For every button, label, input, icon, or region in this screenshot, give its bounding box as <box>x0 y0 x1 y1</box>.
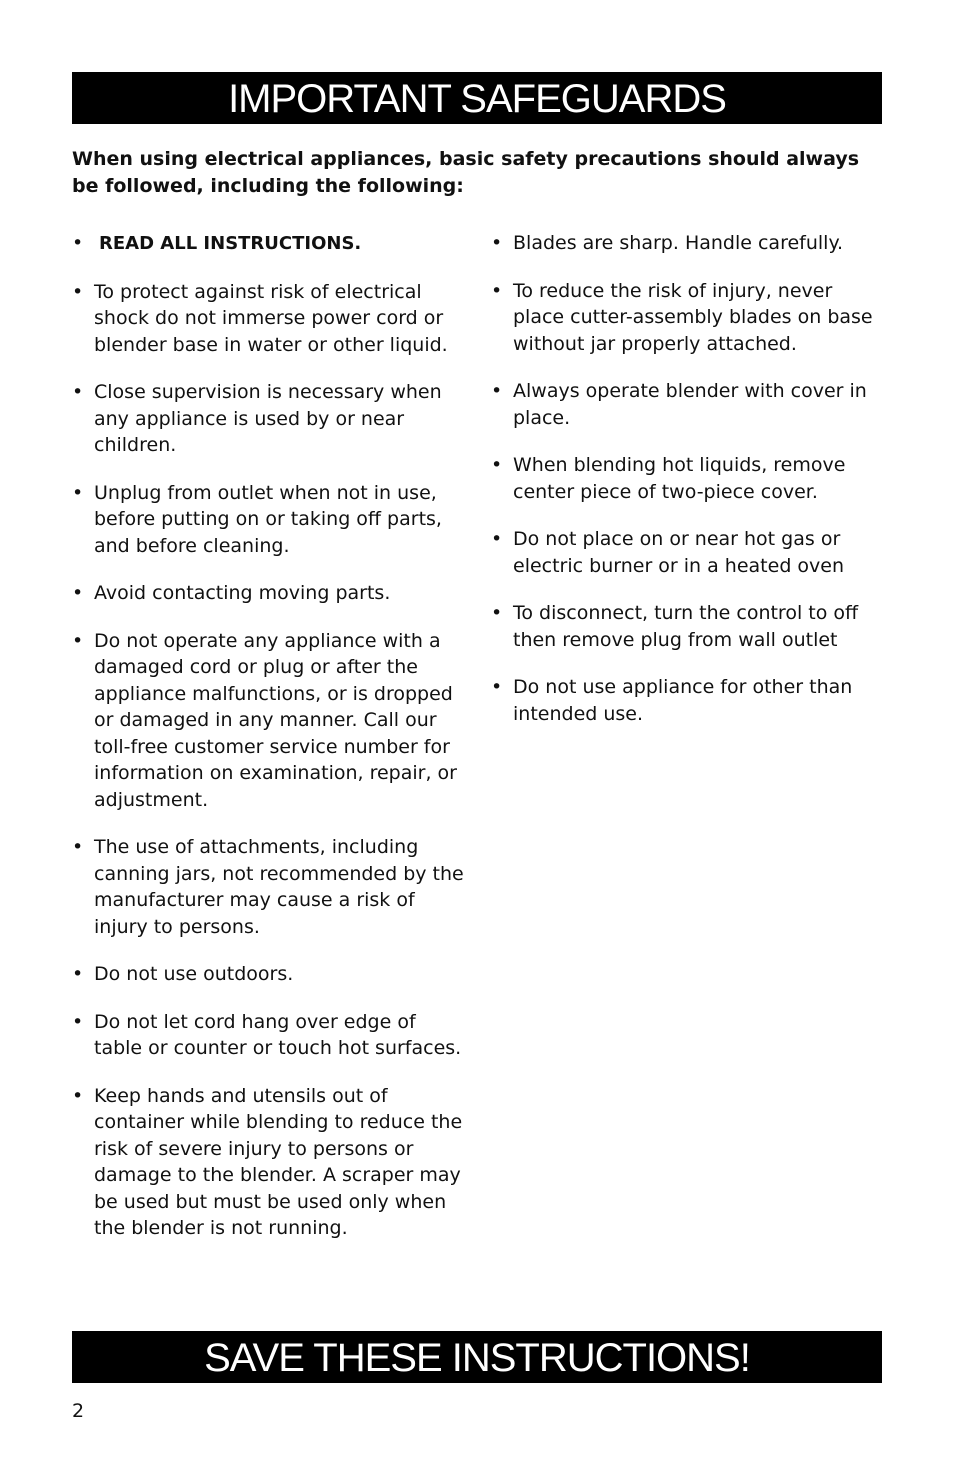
intro-text: When using electrical appliances, basic safety precautions should always be followed, including the following: <box>72 148 860 197</box>
bullet-icon: • <box>491 602 503 624</box>
safeguards-list-left <box>72 230 464 1263</box>
bullet-icon: • <box>491 454 503 476</box>
list-item: • Unplug from outlet when not in use, before putting on or taking off parts, and before cleaning. <box>72 481 442 557</box>
bullet-icon: • <box>72 381 84 403</box>
bullet-icon: • <box>491 232 503 254</box>
list-item: • Do not operate any appliance with a damaged cord or plug or after the appliance malfunctions, or is dropped or damaged in any manner. Call our toll-free customer service number for information on examination, repair, or adjustment. <box>72 629 457 811</box>
bullet-icon: • <box>72 963 84 985</box>
list-item: • To protect against risk of electrical shock do not immerse power cord or blender base in water or other liquid. <box>72 280 448 356</box>
list-item: • Do not let cord hang over edge of table or counter or touch hot surfaces. <box>72 1010 462 1059</box>
list-item: • READ ALL INSTRUCTIONS. <box>72 230 464 258</box>
list-item: • Do not use outdoors. <box>72 961 464 988</box>
list-item: • Close supervision is necessary when any appliance is used by or near children. <box>72 381 442 456</box>
safeguards-title-banner <box>72 72 882 124</box>
list-item: • Keep hands and utensils out of container while blending to reduce the risk of severe injury to persons or damage to the blender. A scraper may be used but must be used only when the blender is not running. <box>72 1084 463 1239</box>
bullet-icon: • <box>72 1010 84 1033</box>
page-title: IMPORTANT SAFEGUARDS <box>228 77 726 121</box>
bullet-icon: • <box>491 528 503 550</box>
bullet-icon: • <box>72 836 84 858</box>
bullet-icon: • <box>72 232 84 254</box>
bullet-icon: • <box>72 481 84 504</box>
list-item: • Always operate blender with cover in place. <box>491 380 867 429</box>
list-item: • To disconnect, turn the control to off then remove plug from wall outlet <box>491 602 859 651</box>
list-item: • Blades are sharp. Handle carefully. <box>491 230 886 257</box>
bullet-icon: • <box>491 279 503 302</box>
list-item: • To reduce the risk of injury, never place cutter-assembly blades on base without jar properly attached. <box>491 279 873 355</box>
save-instructions-text: SAVE THESE INSTRUCTIONS! <box>204 1336 750 1380</box>
bullet-icon: • <box>72 280 84 303</box>
bullet-icon: • <box>72 629 84 652</box>
list-item: • When blending hot liquids, remove center piece of two-piece cover. <box>491 454 846 503</box>
bullet-icon: • <box>491 676 503 698</box>
bullet-icon: • <box>72 1084 84 1107</box>
list-item: • Do not place on or near hot gas or electric burner or in a heated oven <box>491 528 845 577</box>
list-item: • Avoid contacting moving parts. <box>72 580 464 607</box>
page-number: 2 <box>72 1400 85 1422</box>
list-item: • The use of attachments, including canning jars, not recommended by the manufacturer may cause a risk of injury to persons. <box>72 836 464 938</box>
save-instructions-banner <box>72 1331 882 1383</box>
list-item: • Do not use appliance for other than intended use. <box>491 676 853 725</box>
bullet-icon: • <box>491 380 503 402</box>
safeguards-list-right <box>491 230 886 748</box>
bullet-icon: • <box>72 582 84 604</box>
